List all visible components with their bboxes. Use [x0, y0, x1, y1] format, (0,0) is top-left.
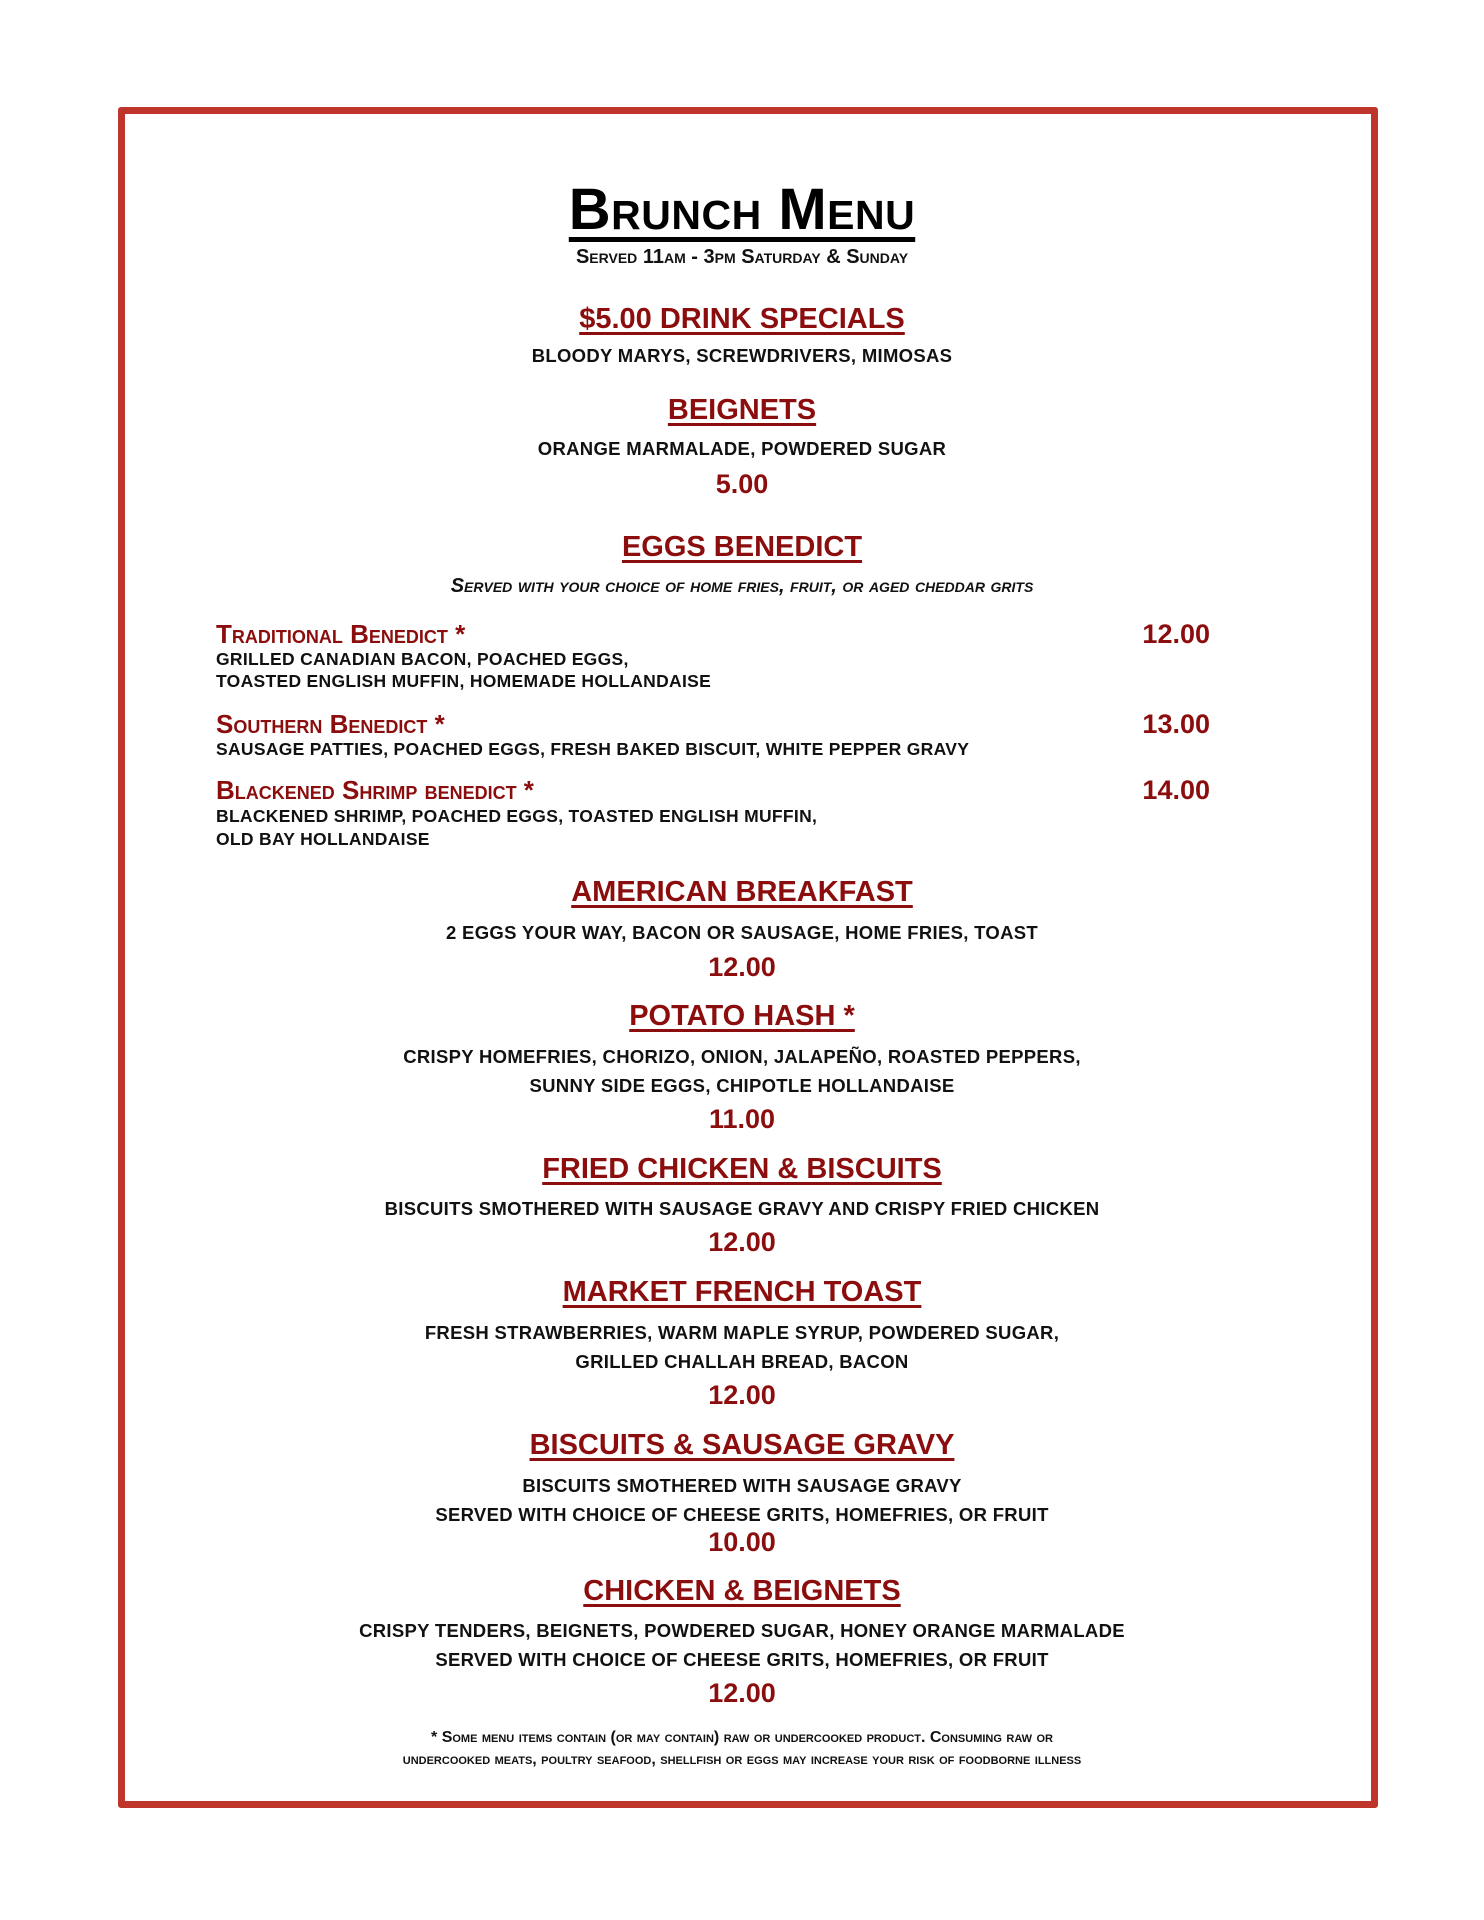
item-desc: SAUSAGE PATTIES, POACHED EGGS, FRESH BAKED BISCUIT, WHITE PEPPER GRAVY	[216, 739, 970, 759]
drink-specials-heading: $5.00 DRINK SPECIALS	[579, 303, 905, 335]
section-desc: 2 EGGS YOUR WAY, BACON OR SAUSAGE, HOME FRIES, TOAST	[446, 922, 1038, 943]
section-heading: MARKET FRENCH TOAST	[562, 1276, 922, 1308]
eggs-benedict-heading: EGGS BENEDICT	[621, 531, 863, 563]
item-price: 12.00	[1142, 619, 1210, 649]
section-price: 11.00	[708, 1104, 776, 1134]
item-desc: BLACKENED SHRIMP, POACHED EGGS, TOASTED ENGLISH MUFFIN,	[216, 806, 818, 826]
beignets-desc: ORANGE MARMALADE, POWDERED SUGAR	[537, 438, 947, 459]
section-heading: POTATO HASH *	[629, 1000, 855, 1032]
item-desc: OLD BAY HOLLANDAISE	[216, 829, 430, 849]
section-desc: SUNNY SIDE EGGS, CHIPOTLE HOLLANDAISE	[529, 1075, 955, 1096]
section-desc: GRILLED CHALLAH BREAD, BACON	[575, 1351, 909, 1372]
section-price: 12.00	[708, 952, 776, 982]
section-heading: AMERICAN BREAKFAST	[571, 876, 913, 908]
eggs-benedict-note: Served with your choice of home fries, fruit, or aged cheddar grits	[450, 575, 1034, 597]
section-desc: CRISPY TENDERS, BEIGNETS, POWDERED SUGAR, HONEY ORANGE MARMALADE	[359, 1620, 1125, 1641]
section-price: 10.00	[708, 1527, 776, 1557]
section-heading: FRIED CHICKEN & BISCUITS	[542, 1153, 942, 1185]
section-desc: FRESH STRAWBERRIES, WARM MAPLE SYRUP, POWDERED SUGAR,	[424, 1322, 1060, 1343]
item-name: Blackened Shrimp benedict *	[216, 775, 534, 805]
section-desc: SERVED WITH CHOICE OF CHEESE GRITS, HOMEFRIES, OR FRUIT	[435, 1649, 1049, 1670]
section-desc: CRISPY HOMEFRIES, CHORIZO, ONION, JALAPEÑO, ROASTED PEPPERS,	[403, 1046, 1081, 1067]
section-heading: CHICKEN & BEIGNETS	[583, 1575, 901, 1607]
section-desc: SERVED WITH CHOICE OF CHEESE GRITS, HOMEFRIES, OR FRUIT	[435, 1504, 1049, 1525]
section-desc: BISCUITS SMOTHERED WITH SAUSAGE GRAVY AND CRISPY FRIED CHICKEN	[384, 1198, 1100, 1219]
allergy-footnote: * Some menu items contain (or may contain) raw or undercooked product. Consuming raw or	[431, 1729, 1053, 1746]
beignets-price: 5.00	[715, 469, 769, 499]
section-price: 12.00	[708, 1380, 776, 1410]
item-name: Traditional Benedict *	[216, 619, 466, 649]
section-heading: BISCUITS & SAUSAGE GRAVY	[529, 1429, 955, 1461]
service-hours: Served 11am - 3pm Saturday & Sunday	[575, 246, 909, 268]
page-title: Brunch Menu	[568, 177, 916, 242]
item-name: Southern Benedict *	[216, 709, 445, 739]
item-price: 14.00	[1142, 775, 1210, 805]
item-desc: TOASTED ENGLISH MUFFIN, HOMEMADE HOLLANDAISE	[216, 671, 712, 691]
section-desc: BISCUITS SMOTHERED WITH SAUSAGE GRAVY	[522, 1475, 962, 1496]
item-price: 13.00	[1142, 709, 1210, 739]
drink-specials-desc: BLOODY MARYS, SCREWDRIVERS, MIMOSAS	[531, 345, 953, 366]
item-desc: GRILLED CANADIAN BACON, POACHED EGGS,	[216, 649, 629, 669]
allergy-footnote: undercooked meats, poultry seafood, shellfish or eggs may increase your risk of foodborne illness	[402, 1751, 1082, 1768]
section-price: 12.00	[708, 1678, 776, 1708]
beignets-heading: BEIGNETS	[667, 394, 817, 426]
section-price: 12.00	[708, 1227, 776, 1257]
